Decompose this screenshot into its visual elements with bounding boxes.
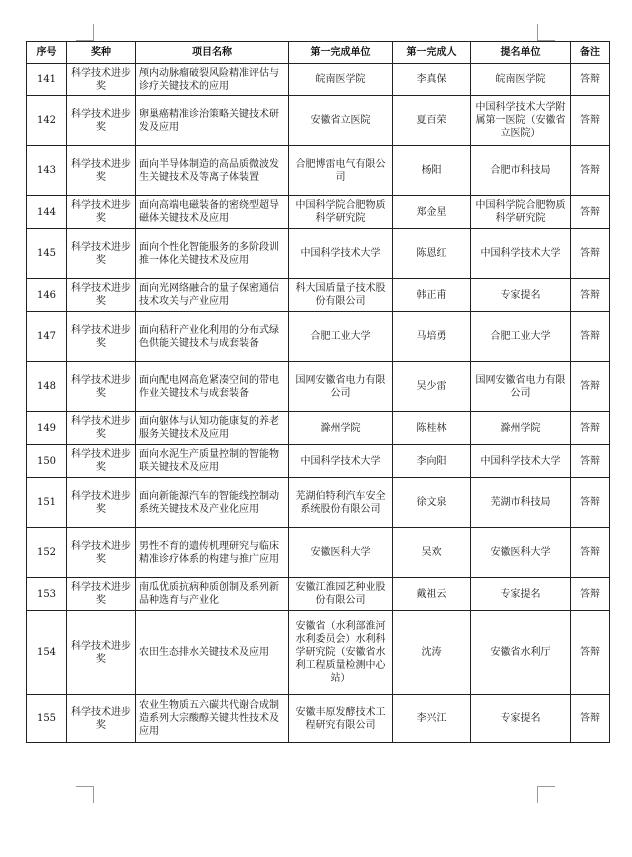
row-note: 答辩 bbox=[571, 279, 610, 312]
row-no: 147 bbox=[27, 312, 67, 362]
row-person: 李真保 bbox=[393, 64, 471, 96]
row-project: 面向躯体与认知功能康复的养老服务关键技术及应用 bbox=[136, 412, 289, 445]
row-person: 吴欢 bbox=[393, 528, 471, 578]
row-award: 科学技术进步奖 bbox=[67, 695, 136, 743]
row-project: 农业生物质五六碳共代谢合成制造系列大宗酸醇关键共性技术及应用 bbox=[136, 695, 289, 743]
row-nominator: 中国科学院合肥物质科学研究院 bbox=[471, 196, 571, 229]
row-note: 答辩 bbox=[571, 96, 610, 146]
row-award: 科学技术进步奖 bbox=[67, 146, 136, 196]
row-person: 戴祖云 bbox=[393, 578, 471, 611]
row-no: 141 bbox=[27, 64, 67, 96]
row-unit: 合肥工业大学 bbox=[289, 312, 393, 362]
table-row bbox=[27, 362, 610, 412]
row-project: 面向秸秆产业化利用的分布式绿色供能关键技术与成套装备 bbox=[136, 312, 289, 362]
row-award: 科学技术进步奖 bbox=[67, 478, 136, 528]
table-row bbox=[27, 229, 610, 279]
row-person: 马培勇 bbox=[393, 312, 471, 362]
table-row bbox=[27, 196, 610, 229]
row-person: 吴少雷 bbox=[393, 362, 471, 412]
row-award: 科学技术进步奖 bbox=[67, 611, 136, 695]
awards-table bbox=[26, 41, 610, 743]
row-no: 154 bbox=[27, 611, 67, 695]
row-award: 科学技术进步奖 bbox=[67, 362, 136, 412]
row-person: 李兴江 bbox=[393, 695, 471, 743]
row-person: 李向阳 bbox=[393, 445, 471, 478]
table-row bbox=[27, 279, 610, 312]
table-header-row bbox=[27, 42, 610, 64]
table-row bbox=[27, 695, 610, 743]
row-project: 卵巢癌精准诊治策略关键技术研发及应用 bbox=[136, 96, 289, 146]
row-no: 142 bbox=[27, 96, 67, 146]
row-project: 面向个性化智能服务的多阶段训推一体化关键技术及应用 bbox=[136, 229, 289, 279]
row-note: 答辩 bbox=[571, 578, 610, 611]
row-no: 146 bbox=[27, 279, 67, 312]
row-unit: 中国科学院合肥物质科学研究院 bbox=[289, 196, 393, 229]
row-nominator: 安徽省水利厅 bbox=[471, 611, 571, 695]
row-nominator: 安徽医科大学 bbox=[471, 528, 571, 578]
row-unit: 中国科学技术大学 bbox=[289, 229, 393, 279]
row-no: 143 bbox=[27, 146, 67, 196]
row-unit: 安徽丰原发酵技术工程研究有限公司 bbox=[289, 695, 393, 743]
crop-mark-bottom-left-h bbox=[76, 786, 93, 787]
row-project: 面向高端电磁装备的密绕型超导磁体关键技术及应用 bbox=[136, 196, 289, 229]
row-unit: 安徽医科大学 bbox=[289, 528, 393, 578]
header-unit: 第一完成单位 bbox=[289, 42, 393, 64]
crop-mark-top-left bbox=[93, 24, 94, 41]
row-unit: 中国科学技术大学 bbox=[289, 445, 393, 478]
crop-mark-bottom-left bbox=[93, 786, 94, 803]
row-award: 科学技术进步奖 bbox=[67, 528, 136, 578]
row-note: 答辩 bbox=[571, 312, 610, 362]
row-no: 148 bbox=[27, 362, 67, 412]
row-nominator: 专家提名 bbox=[471, 578, 571, 611]
row-nominator: 滁州学院 bbox=[471, 412, 571, 445]
row-award: 科学技术进步奖 bbox=[67, 96, 136, 146]
row-project: 南瓜优质抗病种质创制及系列新品种选育与产业化 bbox=[136, 578, 289, 611]
row-note: 答辩 bbox=[571, 611, 610, 695]
row-project: 面向配电网高危紧凑空间的带电作业关键技术与成套装备 bbox=[136, 362, 289, 412]
crop-mark-top-right bbox=[537, 24, 538, 41]
row-project: 面向新能源汽车的智能线控制动系统关键技术及产业化应用 bbox=[136, 478, 289, 528]
row-unit: 滁州学院 bbox=[289, 412, 393, 445]
row-note: 答辩 bbox=[571, 445, 610, 478]
header-project: 项目名称 bbox=[136, 42, 289, 64]
row-no: 149 bbox=[27, 412, 67, 445]
row-note: 答辩 bbox=[571, 695, 610, 743]
row-award: 科学技术进步奖 bbox=[67, 279, 136, 312]
row-person: 沈涛 bbox=[393, 611, 471, 695]
row-nominator: 专家提名 bbox=[471, 695, 571, 743]
row-nominator: 中国科学技术大学 bbox=[471, 229, 571, 279]
header-person: 第一完成人 bbox=[393, 42, 471, 64]
row-nominator: 国网安徽省电力有限公司 bbox=[471, 362, 571, 412]
row-note: 答辩 bbox=[571, 146, 610, 196]
table-row bbox=[27, 64, 610, 96]
row-unit: 合肥博雷电气有限公司 bbox=[289, 146, 393, 196]
row-person: 郑金星 bbox=[393, 196, 471, 229]
row-no: 144 bbox=[27, 196, 67, 229]
table-row bbox=[27, 445, 610, 478]
row-note: 答辩 bbox=[571, 528, 610, 578]
table-row bbox=[27, 412, 610, 445]
crop-mark-bottom-right bbox=[537, 786, 538, 803]
row-unit: 科大国盾量子技术股份有限公司 bbox=[289, 279, 393, 312]
row-project: 农田生态排水关键技术及应用 bbox=[136, 611, 289, 695]
row-award: 科学技术进步奖 bbox=[67, 196, 136, 229]
table-row bbox=[27, 528, 610, 578]
header-nominator: 提名单位 bbox=[471, 42, 571, 64]
row-person: 杨阳 bbox=[393, 146, 471, 196]
row-nominator: 中国科学技术大学附属第一医院（安徽省立医院） bbox=[471, 96, 571, 146]
row-no: 152 bbox=[27, 528, 67, 578]
row-project: 面向光网络融合的量子保密通信技术攻关与产业应用 bbox=[136, 279, 289, 312]
row-award: 科学技术进步奖 bbox=[67, 229, 136, 279]
row-nominator: 芜湖市科技局 bbox=[471, 478, 571, 528]
row-project: 男性不育的遗传机理研究与临床精准诊疗体系的构建与推广应用 bbox=[136, 528, 289, 578]
row-nominator: 合肥工业大学 bbox=[471, 312, 571, 362]
row-no: 155 bbox=[27, 695, 67, 743]
row-person: 韩正甫 bbox=[393, 279, 471, 312]
row-no: 150 bbox=[27, 445, 67, 478]
header-note: 备注 bbox=[571, 42, 610, 64]
row-nominator: 皖南医学院 bbox=[471, 64, 571, 96]
row-note: 答辩 bbox=[571, 196, 610, 229]
row-unit: 安徽省立医院 bbox=[289, 96, 393, 146]
row-award: 科学技术进步奖 bbox=[67, 64, 136, 96]
row-unit: 芜湖伯特利汽车安全系统股份有限公司 bbox=[289, 478, 393, 528]
table-row bbox=[27, 611, 610, 695]
row-unit: 安徽江淮园艺种业股份有限公司 bbox=[289, 578, 393, 611]
table-row bbox=[27, 96, 610, 146]
row-unit: 皖南医学院 bbox=[289, 64, 393, 96]
row-person: 陈恩红 bbox=[393, 229, 471, 279]
table-row bbox=[27, 146, 610, 196]
row-nominator: 合肥市科技局 bbox=[471, 146, 571, 196]
row-note: 答辩 bbox=[571, 229, 610, 279]
row-note: 答辩 bbox=[571, 478, 610, 528]
row-project: 颅内动脉瘤破裂风险精准评估与诊疗关键技术的应用 bbox=[136, 64, 289, 96]
row-nominator: 专家提名 bbox=[471, 279, 571, 312]
table-row bbox=[27, 578, 610, 611]
row-no: 153 bbox=[27, 578, 67, 611]
row-project: 面向半导体制造的高品质微波发生关键技术及等离子体装置 bbox=[136, 146, 289, 196]
row-person: 夏百荣 bbox=[393, 96, 471, 146]
header-no: 序号 bbox=[27, 42, 67, 64]
header-award: 奖种 bbox=[67, 42, 136, 64]
row-person: 陈桂林 bbox=[393, 412, 471, 445]
table-row bbox=[27, 478, 610, 528]
row-note: 答辩 bbox=[571, 362, 610, 412]
row-no: 145 bbox=[27, 229, 67, 279]
row-note: 答辩 bbox=[571, 412, 610, 445]
row-nominator: 中国科学技术大学 bbox=[471, 445, 571, 478]
row-award: 科学技术进步奖 bbox=[67, 578, 136, 611]
row-award: 科学技术进步奖 bbox=[67, 412, 136, 445]
row-person: 徐文泉 bbox=[393, 478, 471, 528]
row-unit: 安徽省（水利部淮河水利委员会）水利科学研究院（安徽省水利工程质量检测中心站） bbox=[289, 611, 393, 695]
row-no: 151 bbox=[27, 478, 67, 528]
row-note: 答辩 bbox=[571, 64, 610, 96]
row-award: 科学技术进步奖 bbox=[67, 312, 136, 362]
row-unit: 国网安徽省电力有限公司 bbox=[289, 362, 393, 412]
row-project: 面向水泥生产质量控制的智能物联关键技术及应用 bbox=[136, 445, 289, 478]
crop-mark-bottom-right-h bbox=[538, 786, 555, 787]
table-row bbox=[27, 312, 610, 362]
row-award: 科学技术进步奖 bbox=[67, 445, 136, 478]
